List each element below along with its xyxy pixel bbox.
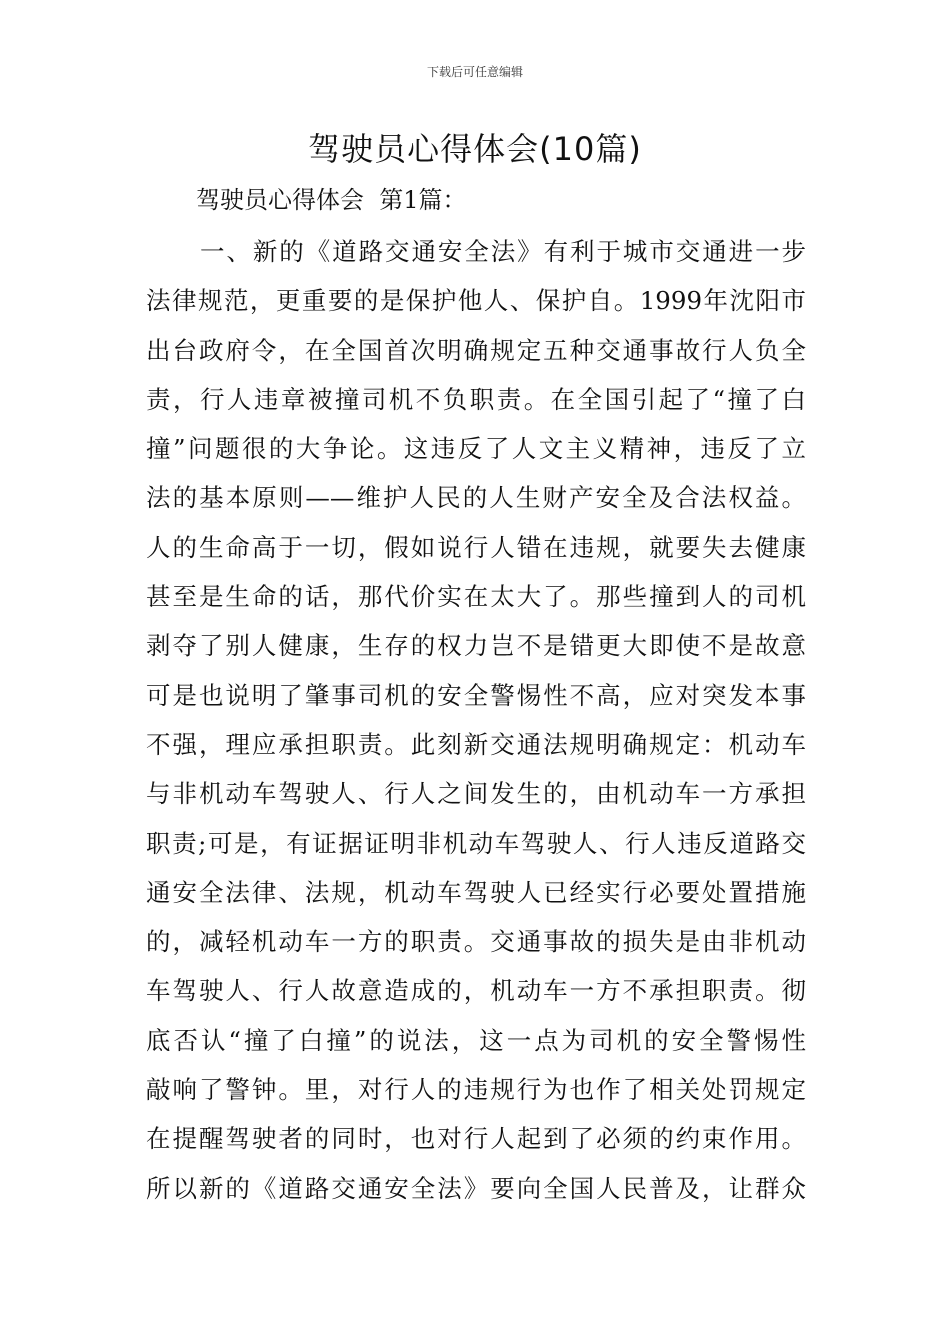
paragraph-line: 的，减轻机动车一方的职责。交通事故的损失是由非机动 [146,927,806,957]
paragraph-line: 底否认“撞了白撞”的说法，这一点为司机的安全警惕性 [146,1025,806,1055]
paragraph-line: 可是也说明了肇事司机的安全警惕性不高，应对突发本事 [146,680,806,710]
paragraph-line: 人的生命高于一切，假如说行人错在违规，就要失去健康 [146,532,806,562]
paragraph-line: 不强，理应承担职责。此刻新交通法规明确规定：机动车 [146,729,806,759]
document-title: 驾驶员心得体会(10篇) [308,130,642,168]
paragraph-line: 法律规范，更重要的是保护他人、保护自。1999年沈阳市 [146,286,806,316]
paragraph-line: 在提醒驾驶者的同时，也对行人起到了必须的约束作用。 [146,1124,806,1154]
paragraph-line: 一、新的《道路交通安全法》有利于城市交通进一步 [200,237,806,266]
paragraph-line: 出台政府令，在全国首次明确规定五种交通事故行人负全 [146,335,806,365]
paragraph-line: 通安全法律、法规，机动车驾驶人已经实行必要处置措施 [146,877,806,907]
section-subtitle: 驾驶员心得体会 第1篇： [196,186,467,214]
paragraph-line: 撞”问题很的大争论。这违反了人文主义精神，违反了立 [146,434,806,464]
paragraph-line: 与非机动车驾驶人、行人之间发生的，由机动车一方承担 [146,779,806,809]
paragraph-line: 剥夺了别人健康，生存的权力岂不是错更大即使不是故意 [146,631,806,661]
paragraph-line: 车驾驶人、行人故意造成的，机动车一方不承担职责。彻 [146,976,806,1006]
paragraph-line: 所以新的《道路交通安全法》要向全国人民普及，让群众 [146,1173,806,1203]
paragraph-line: 甚至是生命的话，那代价实在太大了。那些撞到人的司机 [146,582,806,612]
paragraph-line: 职责;可是，有证据证明非机动车驾驶人、行人违反道路交 [146,828,806,858]
paragraph-line: 敲响了警钟。里，对行人的违规行为也作了相关处罚规定 [146,1075,806,1105]
paragraph-line: 法的基本原则——维护人民的人生财产安全及合法权益。 [146,483,806,513]
body-paragraph [146,227,806,1213]
paragraph-line: 责，行人违章被撞司机不负职责。在全国引起了“撞了白 [146,384,806,414]
page-header-note: 下载后可任意编辑 [426,65,523,79]
